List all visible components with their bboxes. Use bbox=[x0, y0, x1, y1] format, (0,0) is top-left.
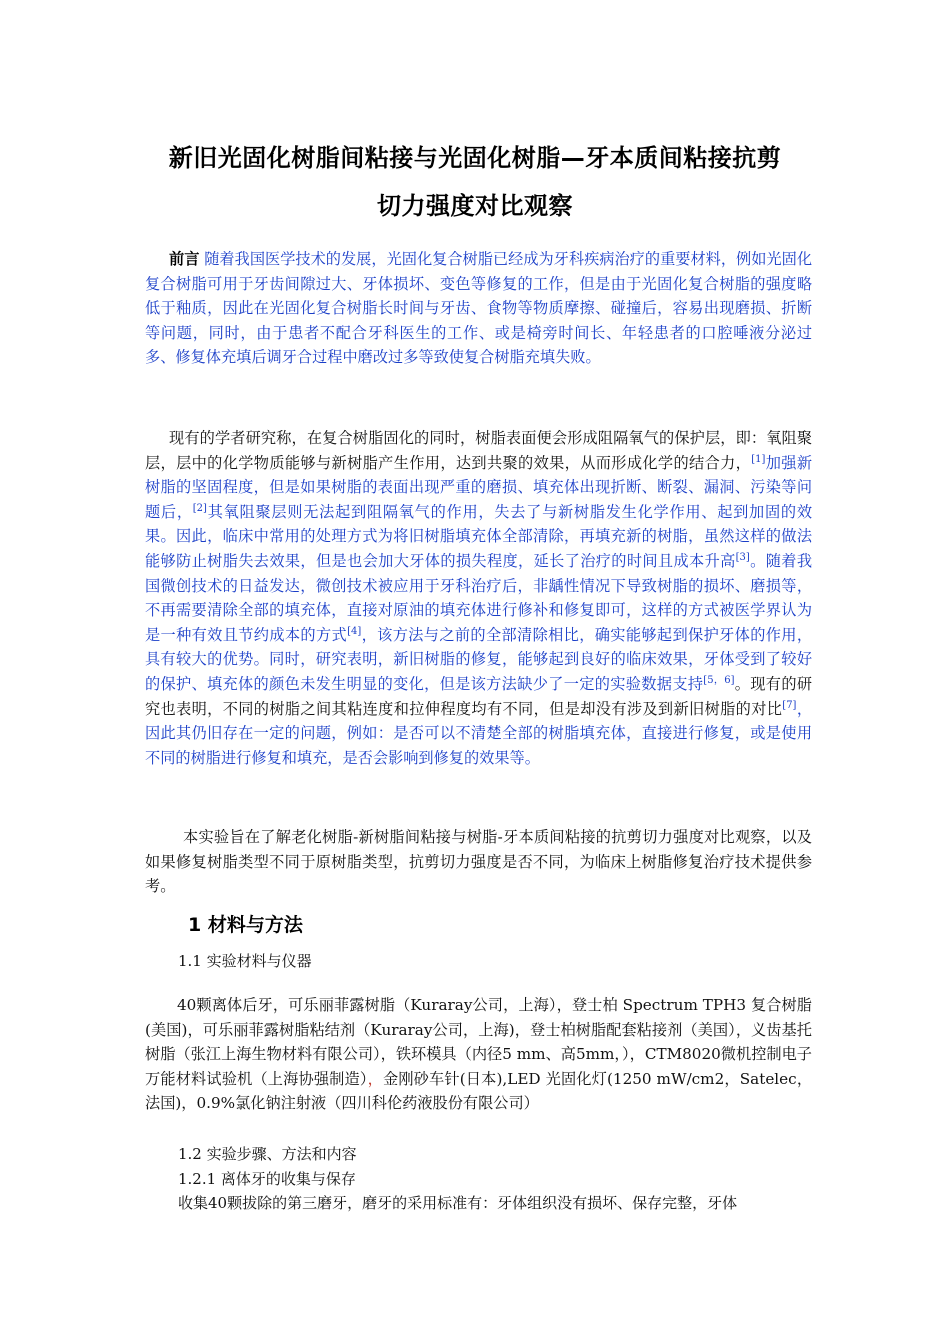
research-text-3: 其氧阻聚层则无法起到阻隔氧气的作用，失去了与新树脂发生化学作用、起到加固的效果。因此，临床中常用的处理方式为将旧树脂填充体全部清除，再填充新的树脂，虽然这样的做法能够防止树脂失去效果，但是也会加大牙体的损失程度，延长了治疗的时间且成本升高 bbox=[145, 502, 813, 570]
citation-ref: [3] bbox=[735, 551, 750, 563]
document-title-line2: 切力强度对比观察 bbox=[377, 192, 573, 220]
subsection-1-2-1: 1.2.1 离体牙的收集与保存 bbox=[178, 1170, 356, 1188]
intro-paragraph bbox=[145, 247, 812, 370]
citation-ref: [7] bbox=[782, 699, 797, 711]
research-text-1: 现有的学者研究称，在复合树脂固化的同时，树脂表面便会形成阻隔氧气的保护层，即：氧阻聚层，层中的化学物质能够与新树脂产生作用，达到共聚的效果，从而形成化学的结合力， bbox=[145, 429, 812, 472]
research-text-5: ，该方法与之前的全部清除相比，确实能够起到保护牙体的作用，具有较大的优势。同时，研究表明，新旧树脂的修复，能够起到良好的临床效果，牙体受到了较好的保护、填充体的颜色未发生明显的变化，但是该方法缺少了一定的实验数据支持 bbox=[145, 625, 813, 693]
materials-text-b: 金刚砂车针(日本),LED 光固化灯(1250 mW/cm2，Satelec，法国)，0.9%氯化钠注射液（四川科伦药液股份有限公司） bbox=[145, 1069, 813, 1113]
document-title-line1: 新旧光固化树脂间粘接与光固化树脂—牙本质间粘接抗剪 bbox=[168, 144, 782, 172]
intro-label: 前言 bbox=[169, 250, 200, 268]
research-text-2: 加强新树脂的坚固程度，但是如果树脂的表面出现严重的磨损、填充体出现折断、断裂、漏洞、污染等问题后， bbox=[145, 453, 813, 521]
materials-comma: ， bbox=[367, 1069, 383, 1088]
section-heading-materials-methods: 1 材料与方法 bbox=[188, 914, 303, 936]
citation-ref: [4] bbox=[347, 625, 362, 637]
citation-ref: [5，6] bbox=[703, 674, 735, 686]
research-text-7: ，因此其仍旧存在一定的问题，例如：是否可以不清楚全部的树脂填充体，直接进行修复，或是使用不同的树脂进行修复和填充，是否会影响到修复的效果等。 bbox=[145, 699, 813, 767]
citation-ref: [2] bbox=[192, 502, 207, 514]
subsection-1-1: 1.1 实验材料与仪器 bbox=[178, 952, 312, 970]
research-text-4: 。随着我国微创技术的日益发达，微创技术被应用于牙科治疗后，非龋性情况下导致树脂的损坏、磨损等，不再需要清除全部的填充体，直接对原油的填充体进行修补和修复即可，这样的方式被医学界认为是一种有效且节约成本的方式 bbox=[145, 551, 813, 644]
research-paragraph bbox=[145, 426, 812, 770]
research-text-6: 。现有的研究也表明，不同的树脂之间其粘连度和拉伸程度均有不同，但是却没有涉及到新旧树脂的对比 bbox=[145, 674, 813, 718]
aim-paragraph: 本实验旨在了解老化树脂-新树脂间粘接与树脂-牙本质间粘接的抗剪切力强度对比观察，以及如果修复树脂类型不同于原树脂类型，抗剪切力强度是否不同，为临床上树脂修复治疗技术提供参考。 bbox=[145, 828, 812, 896]
citation-ref: [1] bbox=[751, 453, 766, 465]
collection-paragraph: 收集40颗拔除的第三磨牙，磨牙的采用标准有：牙体组织没有损坏、保存完整，牙体 bbox=[178, 1194, 738, 1212]
materials-text-a: 40颗离体后牙，可乐丽菲露树脂（Kuraray公司，上海），登士柏 Spectrum TPH3 复合树脂(美国)，可乐丽菲露树脂粘结剂（Kuraray公司，上海)，登士柏树脂配套粘接剂（美国），义齿基托树脂（张江上海生物材料有限公司），铁环模具（内径5 mm、高5mm，），CTM8020微机控制电子万能材料试验机（上海协强制造） bbox=[145, 996, 812, 1088]
subsection-1-2: 1.2 实验步骤、方法和内容 bbox=[178, 1145, 357, 1163]
materials-paragraph bbox=[145, 993, 812, 1116]
intro-text: 随着我国医学技术的发展，光固化复合树脂已经成为牙科疾病治疗的重要材料，例如光固化复合树脂可用于牙齿间隙过大、牙体损坏、变色等修复的工作，但是由于光固化复合树脂的强度略低于釉质，因此在光固化复合树脂长时间与牙齿、食物等物质摩擦、碰撞后，容易出现磨损、折断等问题，同时，由于患者不配合牙科医生的工作、或是椅旁时间长、年轻患者的口腔唾液分泌过多、修复体充填后调牙合过程中磨改过多等致使复合树脂充填失败。 bbox=[145, 250, 813, 367]
